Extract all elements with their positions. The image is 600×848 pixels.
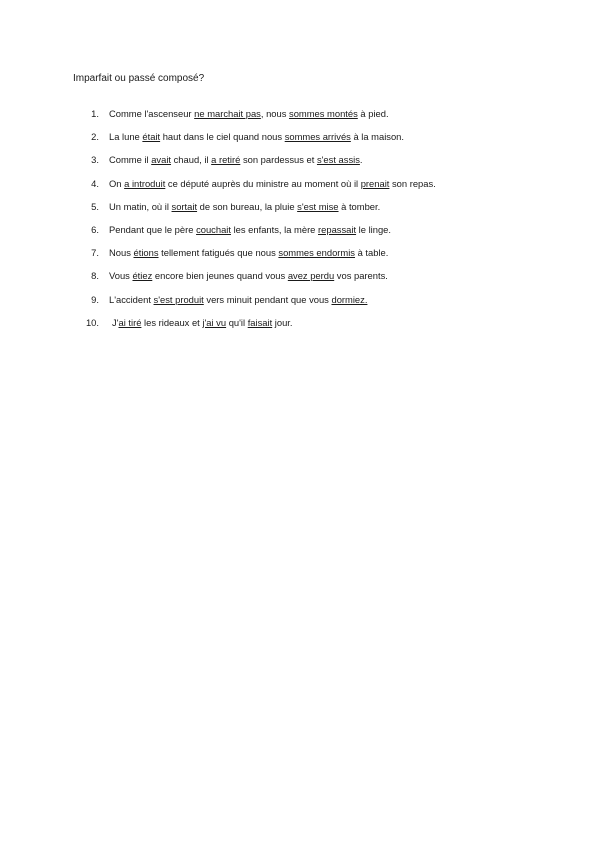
sentence-text: Comme il [109, 154, 152, 166]
verb-answer: ai tiré [118, 316, 142, 328]
sentence-text: L'accident [109, 293, 154, 305]
sentence-text: jour. [272, 316, 293, 328]
item-sentence [109, 153, 363, 166]
verb-answer: faisait [247, 316, 273, 328]
item-number: 2. [91, 131, 99, 143]
sentence-text: haut dans le ciel quand nous [160, 131, 285, 143]
exercise-item [0, 223, 600, 246]
item-sentence [109, 246, 388, 259]
item-number: 4. [91, 177, 99, 189]
sentence-text: les rideaux et [141, 316, 203, 328]
verb-answer: a introduit [124, 177, 166, 189]
sentence-text: à table. [355, 247, 389, 259]
item-sentence [109, 130, 404, 143]
sentence-text: On [109, 177, 125, 189]
sentence-text: chaud, il [171, 154, 212, 166]
verb-answer: sommes endormis [278, 247, 355, 259]
sentence-text: son repas. [389, 177, 436, 189]
sentence-text: de son bureau, la pluie [197, 200, 298, 212]
sentence-text: à tomber. [338, 200, 381, 212]
verb-answer: j'ai vu [202, 316, 227, 328]
sentence-text: . [359, 154, 363, 166]
item-sentence [109, 269, 388, 282]
sentence-text: Pendant que le père [109, 223, 197, 235]
exercise-item [0, 107, 600, 130]
item-number: 9. [91, 293, 99, 305]
item-number: 3. [91, 154, 99, 166]
verb-answer: prenait [360, 177, 390, 189]
verb-answer: dormiez. [331, 293, 368, 305]
exercise-item [0, 177, 600, 200]
verb-answer: avait [151, 154, 172, 166]
sentence-text: tellement fatigués que nous [158, 247, 279, 259]
item-number: 8. [91, 270, 99, 282]
verb-answer: étiez [132, 270, 153, 282]
sentence-text: le linge. [356, 223, 391, 235]
verb-answer: couchait [196, 223, 231, 235]
item-number: 7. [91, 247, 99, 259]
verb-answer: s'est mise [297, 200, 339, 212]
item-sentence [109, 200, 380, 213]
item-sentence [112, 316, 293, 329]
sentence-text: J' [112, 316, 119, 328]
verb-answer: sommes arrivés [284, 131, 351, 143]
sentence-text: vers minuit pendant que vous [203, 293, 332, 305]
verb-answer: s'est assis [316, 154, 360, 166]
verb-answer: avez perdu [287, 270, 335, 282]
sentence-text: encore bien jeunes quand vous [152, 270, 288, 282]
sentence-text: les enfants, la mère [230, 223, 319, 235]
item-sentence [109, 223, 391, 236]
exercise-item [0, 316, 600, 339]
verb-answer: repassait [318, 223, 357, 235]
sentence-text: à pied. [357, 108, 389, 119]
exercise-item [0, 200, 600, 223]
sentence-text: Vous [109, 270, 133, 282]
exercise-item [0, 293, 600, 316]
verb-answer: sortait [171, 200, 198, 212]
sentence-text: ce député auprès du ministre au moment où il [165, 177, 361, 189]
sentence-text: vos parents. [334, 270, 388, 282]
item-number: 1. [91, 108, 99, 119]
item-sentence [109, 293, 367, 306]
verb-answer: sommes montés [289, 108, 358, 119]
exercise-item [0, 153, 600, 176]
item-number: 5. [91, 200, 99, 212]
verb-answer: était [142, 131, 161, 143]
verb-answer: s'est produit [153, 293, 204, 305]
sentence-text: Un matin, où il [109, 200, 172, 212]
sentence-text: Comme l'ascenseur [109, 108, 195, 119]
exercise-item [0, 246, 600, 269]
sentence-text: son pardessus et [240, 154, 317, 166]
sentence-text: qu'il [226, 316, 248, 328]
item-sentence [109, 177, 436, 190]
exercise-list [0, 107, 600, 339]
verb-answer: a retiré [211, 154, 241, 166]
sentence-text: à la maison. [350, 131, 404, 143]
verb-answer: étions [133, 247, 159, 259]
exercise-item [0, 269, 600, 292]
exercise-item [0, 130, 600, 153]
sentence-text: Nous [109, 247, 134, 259]
item-number: 6. [91, 223, 99, 235]
item-sentence [109, 107, 389, 120]
sentence-text: , nous [260, 108, 290, 119]
item-number: 10. [85, 316, 99, 328]
verb-answer: ne marchait pas [194, 108, 261, 119]
page-title: Imparfait ou passé composé? [73, 73, 205, 84]
sentence-text: La lune [109, 131, 143, 143]
